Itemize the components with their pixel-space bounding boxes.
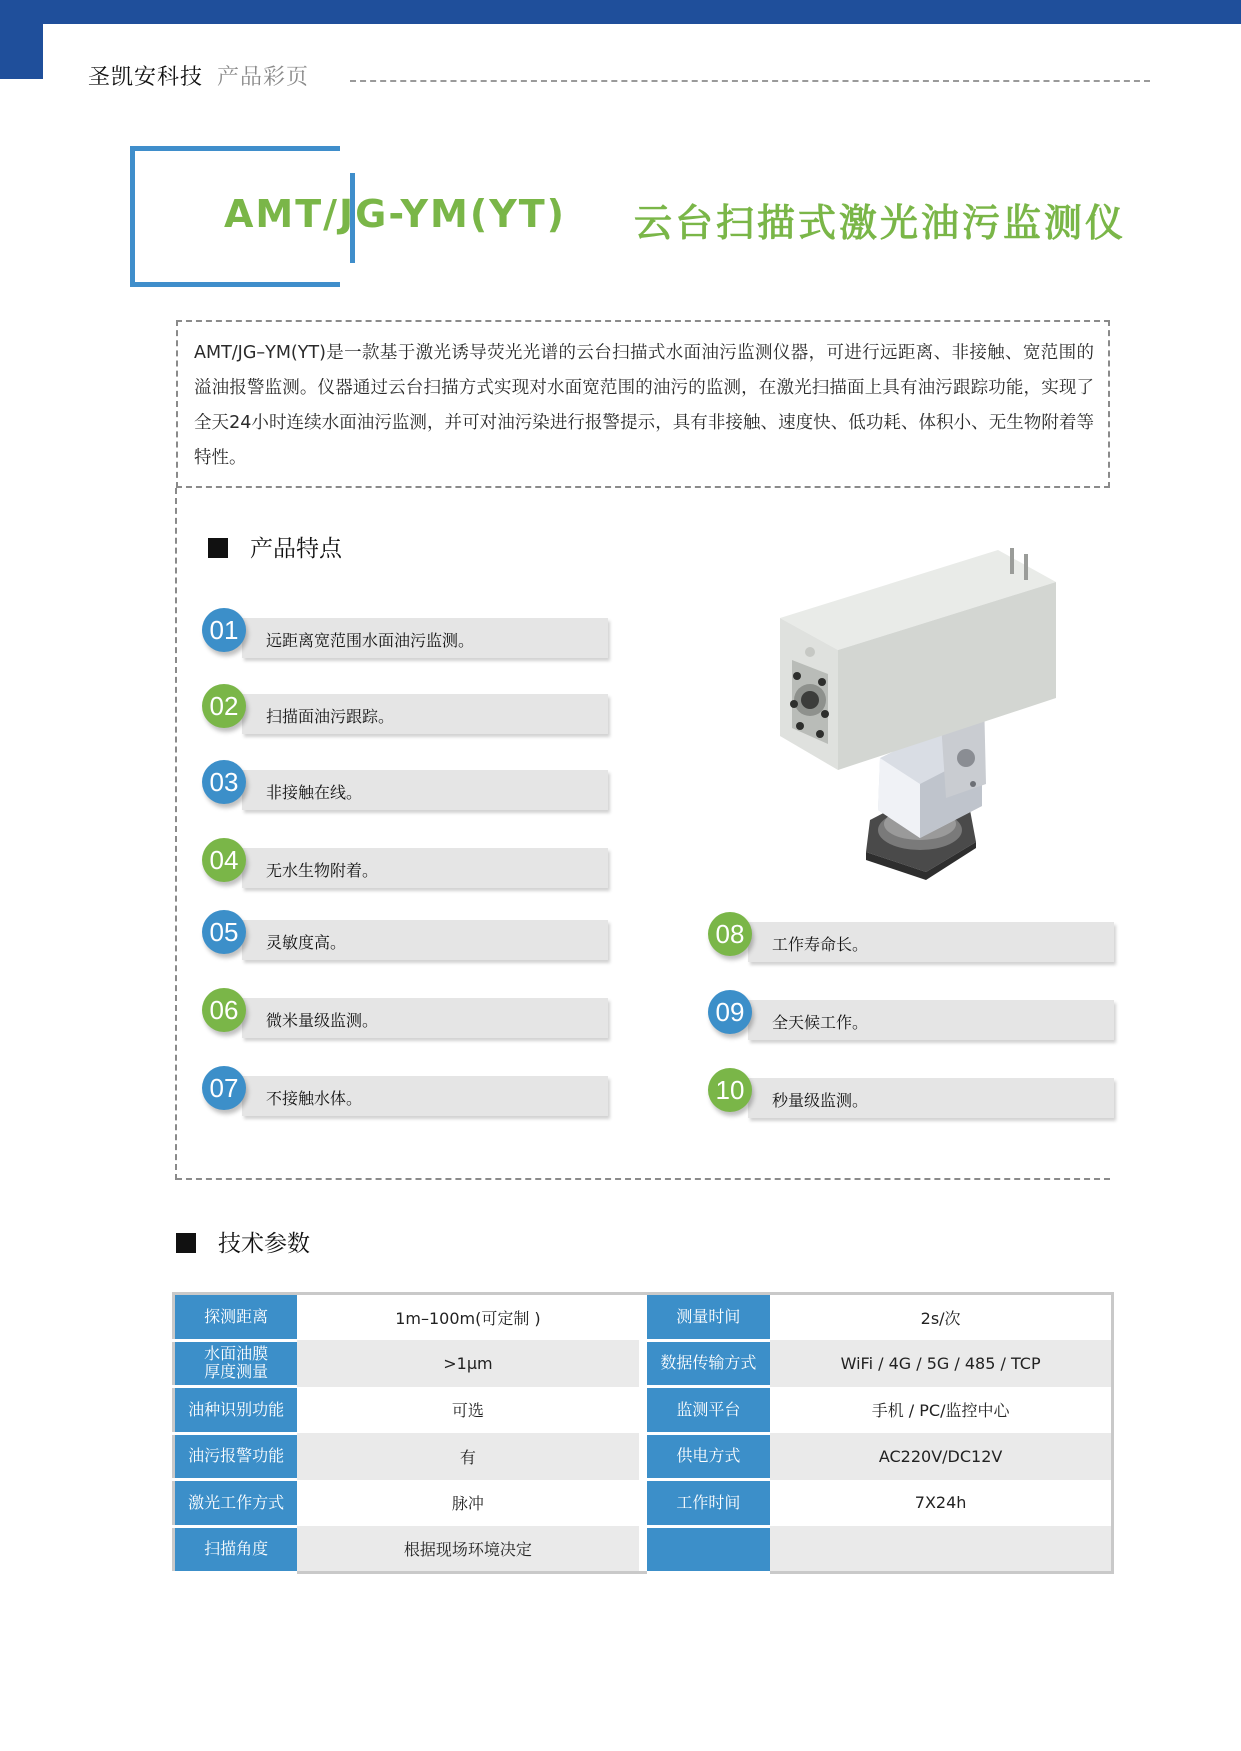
specs-heading — [176, 1225, 310, 1258]
feature-text: 秒量级监测。 — [772, 1091, 869, 1110]
spec-label: 测量时间 — [647, 1294, 771, 1341]
spec-gap — [639, 1480, 647, 1527]
spec-label — [647, 1526, 771, 1573]
spec-label: 供电方式 — [647, 1433, 771, 1480]
spec-label: 油种识别功能 — [174, 1387, 298, 1434]
feature-text: 无水生物附着。 — [266, 861, 379, 880]
page-header — [88, 60, 309, 91]
feature-text: 扫描面油污跟踪。 — [266, 707, 395, 726]
spec-label: 监测平台 — [647, 1387, 771, 1434]
feature-number-badge: 03 — [202, 760, 246, 804]
spec-value: 有 — [297, 1433, 639, 1480]
specs-heading-text: 技术参数 — [218, 1231, 310, 1257]
spec-label: 探测距离 — [174, 1294, 298, 1341]
spec-label: 激光工作方式 — [174, 1480, 298, 1527]
spec-value: 可选 — [451, 1401, 484, 1421]
feature-number-badge: 07 — [202, 1066, 246, 1110]
spec-gap — [639, 1387, 647, 1434]
feature-item — [202, 910, 612, 956]
feature-number-badge: 09 — [708, 990, 752, 1034]
feature-number-badge: 06 — [202, 988, 246, 1032]
spec-row — [174, 1526, 1113, 1573]
feature-item — [202, 1066, 612, 1112]
spec-value: 根据现场环境决定 — [297, 1526, 639, 1573]
spec-label: 数据传输方式 — [647, 1340, 771, 1387]
feature-item — [708, 1068, 1118, 1114]
feature-text: 不接触水体。 — [266, 1089, 363, 1108]
spec-row — [174, 1480, 1113, 1527]
feature-number-badge: 04 — [202, 838, 246, 882]
feature-text: 工作寿命长。 — [772, 935, 869, 954]
feature-text: 非接触在线。 — [266, 783, 363, 802]
spec-label: 工作时间 — [647, 1480, 771, 1527]
feature-number-badge: 05 — [202, 910, 246, 954]
company-name: 圣凯安科技 — [88, 65, 204, 90]
spec-gap — [639, 1526, 647, 1573]
spec-gap — [639, 1294, 647, 1341]
spec-value: 手机 / PC/监控中心 — [871, 1401, 1010, 1421]
spec-value: WiFi / 4G / 5G / 485 / TCP — [770, 1340, 1112, 1387]
top-banner-tab — [0, 24, 43, 79]
spec-value — [770, 1526, 1112, 1573]
features-heading-text: 产品特点 — [250, 536, 342, 562]
spec-label: 油污报警功能 — [174, 1433, 298, 1480]
features-border — [175, 488, 177, 1180]
feature-item — [202, 684, 612, 730]
feature-item — [708, 912, 1118, 958]
spec-value: 2s/次 — [920, 1309, 961, 1328]
feature-number-badge: 02 — [202, 684, 246, 728]
spec-row — [174, 1294, 1113, 1341]
section-name: 产品彩页 — [217, 65, 310, 90]
product-name: 云台扫描式激光油污监测仪 — [634, 201, 1127, 245]
spec-row — [174, 1340, 1113, 1387]
device-image — [770, 548, 1070, 900]
title-frame-gap — [340, 263, 370, 293]
feature-text: 全天候工作。 — [772, 1013, 869, 1032]
feature-item — [202, 838, 612, 884]
spec-value: >1μm — [297, 1340, 639, 1387]
feature-text: 远距离宽范围水面油污监测。 — [266, 631, 475, 650]
spec-value: AC220V/DC12V — [770, 1433, 1112, 1480]
spec-row — [174, 1433, 1113, 1480]
feature-item — [202, 760, 612, 806]
title-frame-gap — [340, 140, 370, 173]
feature-item — [202, 608, 612, 654]
spec-gap — [639, 1340, 647, 1387]
feature-number-badge: 08 — [708, 912, 752, 956]
feature-item — [202, 988, 612, 1034]
spec-value: 1m–100m(可定制 ) — [395, 1309, 541, 1328]
square-bullet-icon — [208, 538, 228, 558]
feature-number-badge: 01 — [202, 608, 246, 652]
specs-table — [172, 1292, 1114, 1574]
spec-value: 脉冲 — [451, 1494, 484, 1514]
features-border — [176, 1178, 1110, 1180]
product-model: AMT/JG-YM(YT) — [224, 192, 567, 236]
spec-value: 7X24h — [914, 1493, 967, 1513]
features-heading — [208, 530, 342, 563]
spec-label: 扫描角度 — [174, 1526, 298, 1573]
spec-label: 水面油膜 厚度测量 — [174, 1340, 298, 1387]
feature-number-badge: 10 — [708, 1068, 752, 1112]
feature-text: 微米量级监测。 — [266, 1011, 379, 1030]
feature-item — [708, 990, 1118, 1036]
feature-text: 灵敏度高。 — [266, 933, 347, 952]
top-banner — [0, 0, 1241, 24]
square-bullet-icon — [176, 1233, 196, 1253]
product-description: AMT/JG–YM(YT)是一款基于激光诱导荧光光谱的云台扫描式水面油污监测仪器，可进行远距离、非接触、宽范围的溢油报警监测。仪器通过云台扫描方式实现对水面宽范围的油污的监测，在激光扫描面上具有油污跟踪功能，实现了全天24小时连续水面油污监测，并可对油污染进行报警提示，具有非接触、速度快、低功耗、体积小、无生物附着等特性。 — [194, 343, 1094, 468]
spec-gap — [639, 1433, 647, 1480]
header-divider — [350, 80, 1150, 82]
spec-row — [174, 1387, 1113, 1434]
